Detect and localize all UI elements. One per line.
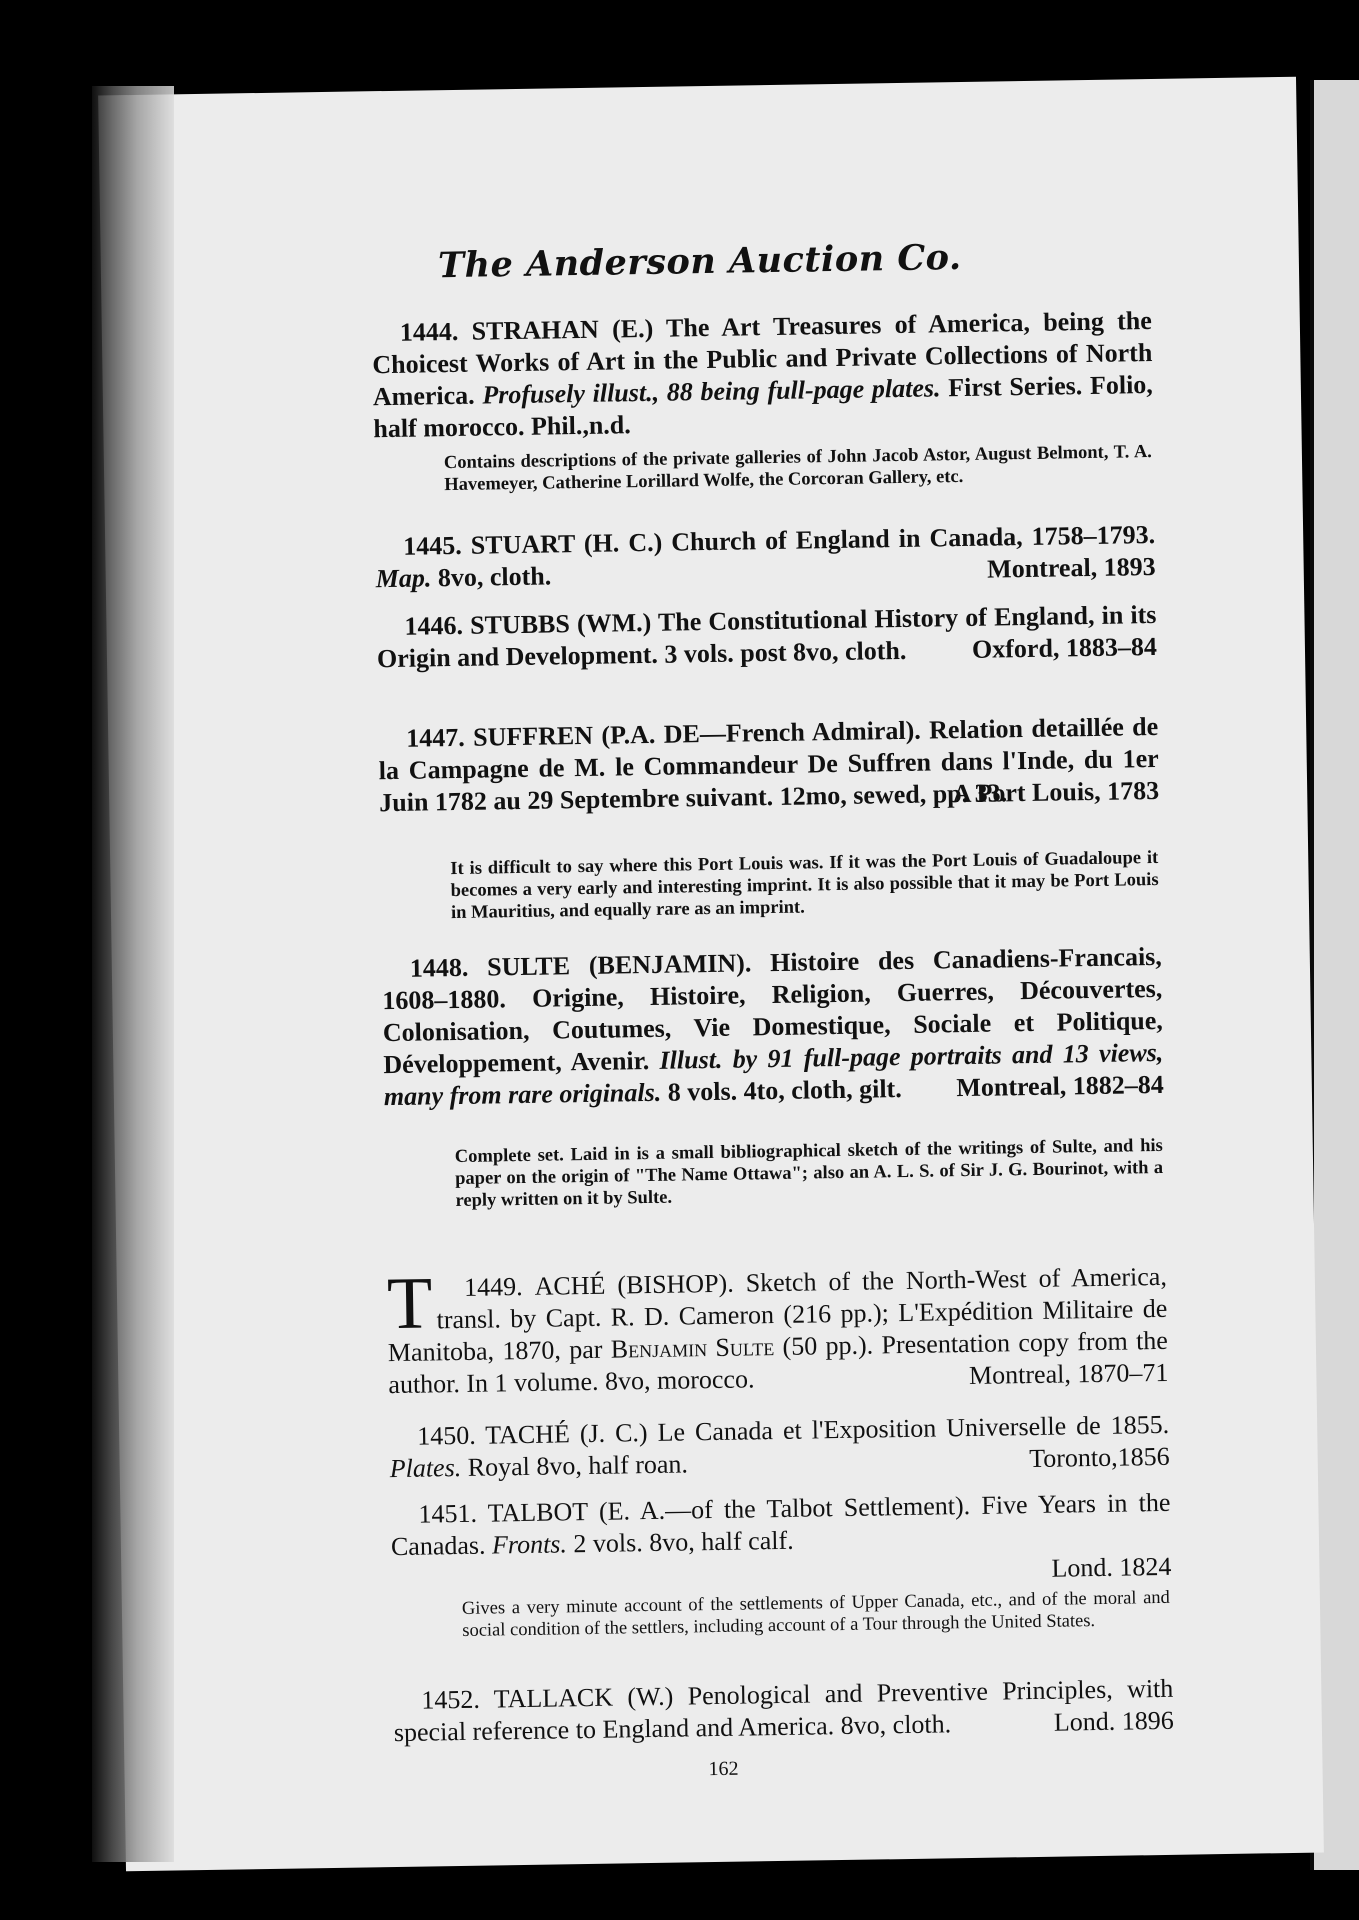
- entry-number: 1451.: [418, 1498, 478, 1529]
- entry-number: 1444.: [399, 316, 459, 347]
- entry-small-caps: Benjamin Sulte: [610, 1332, 775, 1364]
- entry-number: 1449.: [463, 1271, 523, 1302]
- entry-text: TALLACK (W.) Penological and Preventive Principles, with special reference to England and America. 8vo, cloth.: [393, 1673, 1174, 1748]
- entry-note-1451: Gives a very minute account of the settlements of Upper Canada, etc., and of the moral and social condition of the settlers, including account of a Tour through the United States.: [461, 1587, 1171, 1641]
- entry-text-after: (50 pp.). Presentation copy from the author. In 1 volume. 8vo, morocco.: [388, 1325, 1169, 1400]
- entry-text: STRAHAN (E.) The Art Treasures of America, being the Choicest Works of Art in the Public and Private Collections of North America.: [372, 305, 1153, 412]
- entry-imprint: Toronto,1856: [1028, 1441, 1170, 1474]
- drop-cap-letter: T: [386, 1262, 433, 1346]
- entry-details: 8 vols. 4to, cloth, gilt.: [667, 1074, 902, 1107]
- catalog-entry-1449: [387, 1261, 1169, 1401]
- page-header: The Anderson Auction Co.: [437, 236, 962, 287]
- entry-imprint: Montreal, 1893: [986, 551, 1156, 584]
- entry-number: 1450.: [416, 1420, 476, 1451]
- entry-number: 1448.: [409, 952, 469, 983]
- entry-italic: Plates.: [389, 1452, 462, 1484]
- entry-number: 1445.: [403, 530, 462, 561]
- entry-details: 2 vols. 8vo, half calf.: [573, 1525, 794, 1559]
- entry-details: 8vo, cloth.: [437, 561, 552, 593]
- entry-note-1448: Complete set. Laid in is a small bibliographical sketch of the writings of Sulte, and his paper on the origin of "The Name Ottawa"; also an A. L. S. of Sir J. G. Bourinot, with a reply written on it by Sulte.: [454, 1135, 1164, 1212]
- catalog-entry-1447: [378, 711, 1159, 819]
- entry-note-1444: Contains descriptions of the private galleries of John Jacob Astor, August Belmont, T. A. Havemeyer, Catherine Lorillard Wolfe, the Corcoran Gallery, etc.: [443, 442, 1153, 496]
- entry-italic: Profusely illust., 88 being full-page plates.: [482, 373, 941, 410]
- entry-text: STUBBS (WM.) The Constitutional History of England, in its Origin and Development. 3 vols. post 8vo, cloth.: [376, 599, 1157, 674]
- catalog-entry-1448: [382, 941, 1164, 1113]
- binding-shadow: [92, 86, 174, 1862]
- entry-imprint: Lond. 1824: [1051, 1551, 1172, 1583]
- entry-text: SUFFREN (P.A. DE—French Admiral). Relation detaillée de la Campagne de M. le Commandeur De Suffren dans l'Inde, du 1er Juin 1782 au 29 Septembre suivant. 12mo, sewed, pp. 33.: [378, 711, 1159, 818]
- entry-text: SULTE (BENJAMIN). Histoire des Canadiens-Francais, 1608–1880. Origine, Histoire, Religion, Guerres, Découvertes, Colonisation, Coutumes, Vie Domestique, Sociale et Politique, Développement, Avenir.: [382, 941, 1164, 1080]
- page-number: 162: [708, 1757, 739, 1781]
- entry-imprint: Oxford, 1883–84: [971, 631, 1158, 664]
- entry-imprint: Montreal, 1882–84: [956, 1069, 1165, 1103]
- entry-italic: Fronts.: [491, 1529, 568, 1560]
- entry-italic: Map.: [375, 563, 432, 594]
- entry-imprint: Lond. 1896: [1053, 1705, 1175, 1737]
- entry-text: ACHÉ (BISHOP). Sketch of the North-West of America, transl. by Capt. R. D. Cameron (216 pp.); L'Expédition Militaire de Manitoba, 1870, par: [387, 1261, 1168, 1368]
- entry-number: 1452.: [421, 1684, 481, 1715]
- entry-text: STUART (H. C.) Church of England in Canada, 1758–1793.: [470, 519, 1156, 560]
- entry-note-1447: It is difficult to say where this Port Louis was. If it was the Port Louis of Guadaloupe it becomes a very early and interesting imprint. It is also possible that it may be Port Louis in Mauritius, and equally rare as an imprint.: [450, 847, 1159, 924]
- catalog-entry-1446: [376, 599, 1157, 675]
- entry-imprint: A Port Louis, 1783: [952, 775, 1160, 809]
- entry-italic: Illust. by 91 full-page portraits and 13 views, many from rare originals.: [383, 1037, 1164, 1112]
- entry-text: TACHÉ (J. C.) Le Canada et l'Exposition Universelle de 1855.: [485, 1409, 1170, 1450]
- catalog-entry-1444: [372, 305, 1154, 445]
- entry-imprint: Phil.,n.d.: [530, 410, 631, 441]
- catalog-entry-1452: [393, 1673, 1174, 1749]
- entry-details: First Series. Folio, half morocco.: [373, 369, 1154, 444]
- entry-text: TALBOT (E. A.—of the Talbot Settlement). Five Years in the Canadas.: [390, 1487, 1171, 1562]
- catalog-entry-1445: [375, 519, 1156, 595]
- catalog-entry-1451: [390, 1487, 1171, 1595]
- entry-imprint: Montreal, 1870–71: [968, 1357, 1169, 1390]
- catalog-page: [98, 77, 1324, 1872]
- catalog-entry-1450: [389, 1409, 1170, 1485]
- entry-details: Royal 8vo, half roan.: [467, 1449, 689, 1482]
- entry-number: 1446.: [404, 610, 464, 641]
- entry-number: 1447.: [406, 722, 465, 753]
- adjacent-page-strip: [1314, 80, 1359, 1870]
